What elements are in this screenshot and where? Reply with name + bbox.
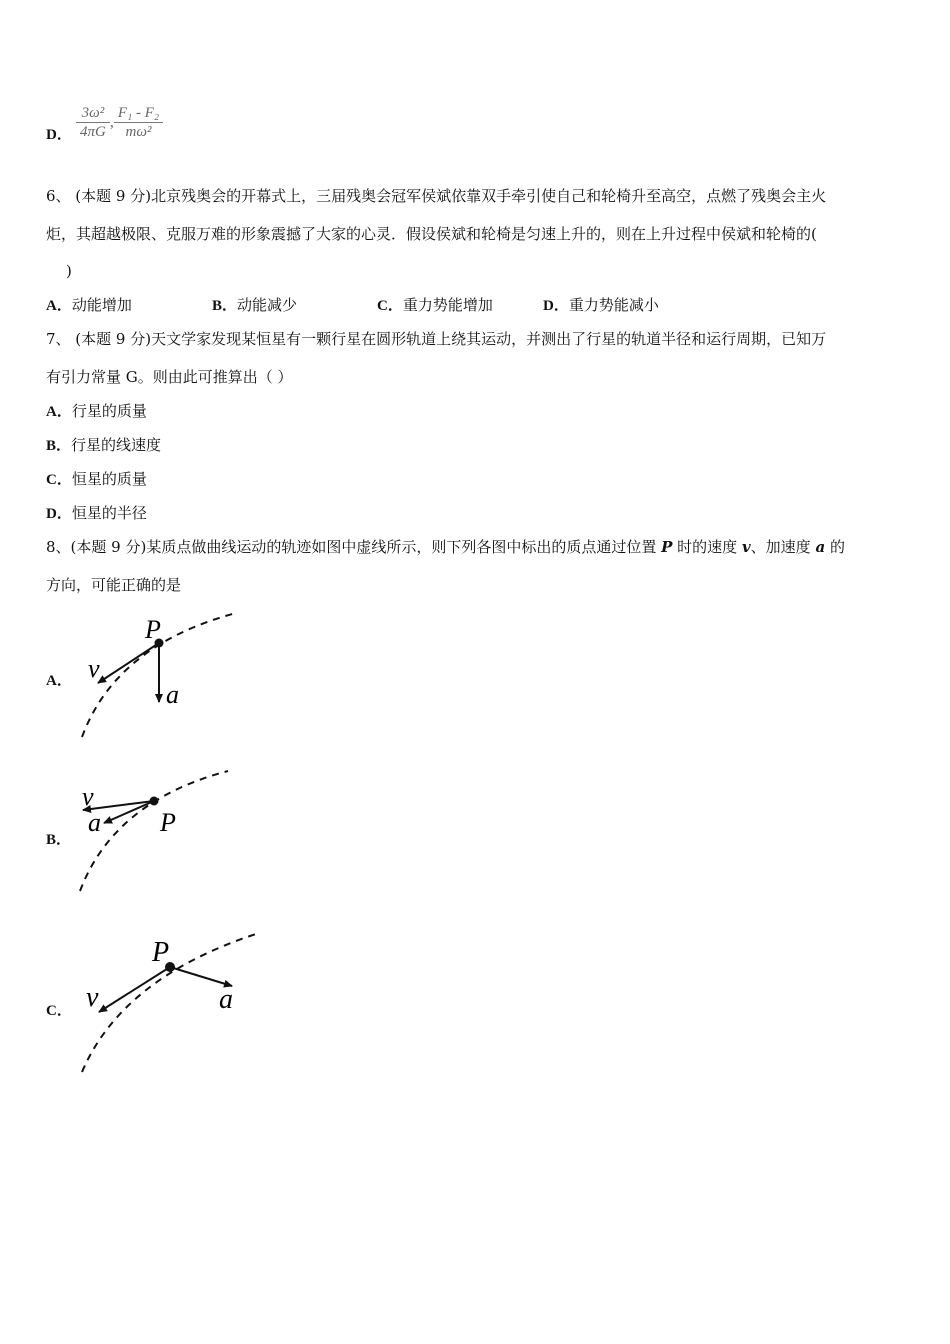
q8-line-2: 方向，可能正确的是: [46, 576, 182, 594]
fraction-1: [76, 104, 110, 141]
q7-option-b-text: 行星的线速度: [71, 436, 162, 454]
q7-option-d-text: 恒星的半径: [71, 504, 147, 522]
fraction-1-numerator: 3ω²: [76, 104, 110, 123]
q7-line-2: 有引力常量 G。则由此可推算出（ ）: [46, 368, 293, 386]
label-a: a: [166, 680, 179, 709]
q8-line-1: [46, 537, 845, 557]
label-p: P: [152, 937, 170, 968]
q8-option-a-letter: A．: [46, 673, 72, 689]
label-p: P: [145, 615, 161, 644]
q8-option-b-label: [46, 829, 71, 850]
q6-line-3: ): [66, 262, 72, 280]
q6-option-c-text: 重力势能增加: [402, 296, 493, 314]
q7-option-c-text: 恒星的质量: [71, 470, 147, 488]
q8-figure-b: [76, 765, 256, 895]
q8-line-1-part-a: 8、(本题 9 分)某质点做曲线运动的轨迹如图中虚线所示，则下列各图中标出的质点通过位置: [46, 538, 662, 556]
q6-line-2: 炬，其超越极限、克服万难的形象震撼了大家的心灵．假设侯斌和轮椅是匀速上升的，则在上升过程中侯斌和轮椅的(: [46, 225, 817, 243]
q6-option-b-text: 动能减少: [237, 296, 298, 314]
q7-option-a: [46, 401, 147, 422]
q6-option-b: [212, 295, 297, 316]
formula-separator: ,: [109, 113, 114, 131]
q6-option-d-text: 重力势能减小: [568, 296, 659, 314]
q7-option-d-letter: D．: [46, 506, 72, 522]
fraction-2: [114, 104, 163, 141]
fraction-2-denominator: mω²: [125, 124, 152, 140]
velocity-arrow: [98, 643, 159, 683]
label-a: a: [219, 984, 233, 1015]
q8-option-b-letter: B．: [46, 832, 72, 848]
q7-option-c: [46, 469, 147, 490]
fraction-1-denominator: 4πG: [80, 124, 106, 140]
q7-option-d: [46, 503, 147, 524]
q6-option-a: [46, 295, 132, 316]
q8-line-1-part-b: 时的速度: [672, 538, 742, 556]
q8-option-a-label: [46, 670, 72, 691]
q8-symbol-a: a: [815, 538, 826, 556]
q7-option-a-letter: A．: [46, 404, 72, 420]
q6-line-1: 6、 (本题 9 分)北京残奥会的开幕式上，三届残奥会冠军侯斌依靠双手牵引使自己和轮椅升至高空，点燃了残奥会主火: [46, 187, 827, 205]
q6-option-d: [543, 295, 659, 316]
label-p: P: [160, 808, 176, 837]
q7-line-1: 7、 (本题 9 分)天文学家发现某恒星有一颗行星在圆形轨道上绕其运动，并测出了行星的轨道半径和运行周期，已知万: [46, 330, 827, 348]
label-a: a: [88, 808, 101, 837]
q8-symbol-p: P: [661, 538, 673, 556]
q5-option-d-letter: D．: [46, 127, 72, 143]
q8-figure-c: [76, 928, 266, 1078]
q5-option-d-formula: [76, 104, 163, 141]
q8-option-c-letter: C．: [46, 1003, 72, 1019]
q6-option-c: [377, 295, 493, 316]
label-v: v: [88, 654, 100, 683]
q6-option-c-letter: C．: [377, 298, 403, 314]
label-v: v: [82, 782, 94, 811]
q6-option-a-text: 动能增加: [71, 296, 132, 314]
q8-symbol-v: v: [741, 538, 751, 556]
q5-option-d: [46, 124, 72, 145]
q6-option-a-letter: A．: [46, 298, 72, 314]
q7-option-a-text: 行星的质量: [71, 402, 147, 420]
trajectory-dashed-curve: [80, 771, 228, 891]
q6-option-d-letter: D．: [543, 298, 569, 314]
label-v: v: [86, 982, 99, 1013]
q8-line-1-part-c: 、加速度: [750, 538, 816, 556]
fraction-2-numerator: F₁ - F₂: [114, 104, 163, 123]
q7-option-c-letter: C．: [46, 472, 72, 488]
q7-option-b-letter: B．: [46, 438, 72, 454]
velocity-arrow: [99, 967, 170, 1012]
q6-option-b-letter: B．: [212, 298, 238, 314]
q8-option-c-label: [46, 1000, 72, 1021]
q8-figure-a: [76, 605, 256, 745]
q7-option-b: [46, 435, 161, 456]
q8-line-1-part-d: 的: [825, 538, 845, 556]
